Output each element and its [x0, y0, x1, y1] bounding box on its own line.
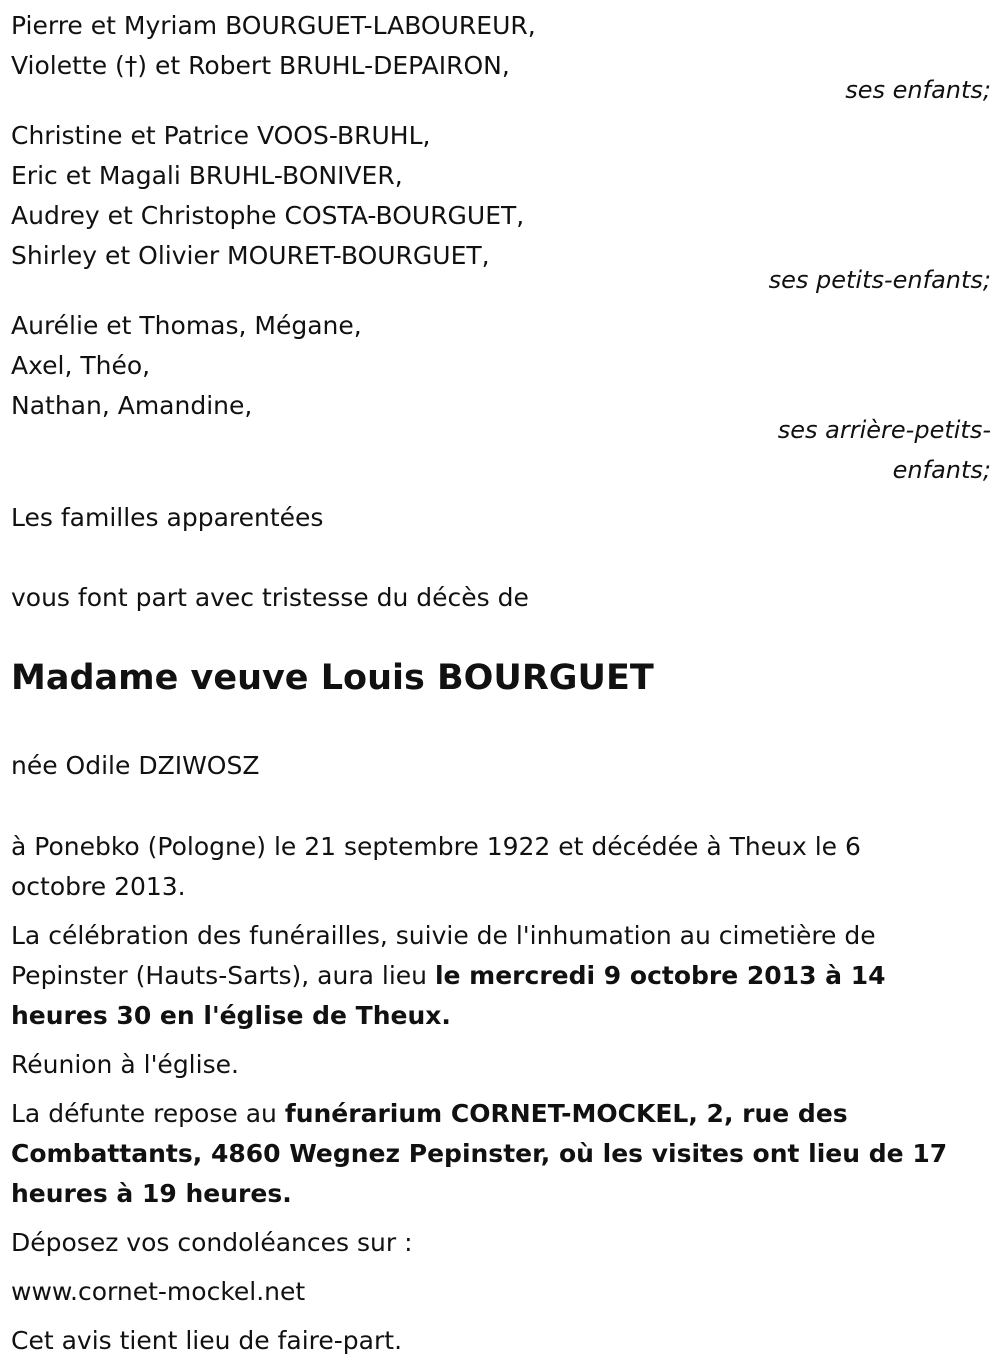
related-families: Les familles apparentées — [11, 503, 324, 532]
great-grandchildren-list — [11, 306, 991, 426]
funeral-home-name: funérarium CORNET-MOCKEL, 2, rue des — [284, 1099, 848, 1128]
ceremony-time-place-text: heures 30 en l'église de Theux. — [11, 1001, 451, 1030]
ceremony-line-2 — [11, 956, 991, 996]
funeral-home-line-2 — [11, 1134, 991, 1174]
deceased-name: Madame veuve Louis BOURGUET — [11, 658, 654, 698]
ceremony-date-text: le mercredi 9 octobre 2013 à 14 — [434, 961, 886, 990]
great-grandchild-names: Nathan, Amandine, — [11, 391, 253, 420]
birth-death-line-1: à Ponebko (Pologne) le 21 septembre 1922 et décédée à Theux le 6 — [11, 832, 861, 861]
grandchild-couple: Christine et Patrice VOOS-BRUHL, — [11, 121, 431, 150]
grandchild-couple: Shirley et Olivier MOURET-BOURGUET, — [11, 241, 490, 270]
great-grandchildren-role-line-2: enfants; — [892, 456, 991, 484]
funeral-home-paragraph — [11, 1094, 991, 1214]
obituary-notice — [11, 6, 991, 1361]
funeral-home-line-1 — [11, 1094, 991, 1134]
meeting-text: Réunion à l'église. — [11, 1050, 239, 1079]
condolences-text: Déposez vos condoléances sur : — [11, 1228, 413, 1257]
funeral-home-line-3 — [11, 1174, 991, 1214]
child-couple: Pierre et Myriam BOURGUET-LABOUREUR, — [11, 11, 536, 40]
children-role-label: ses enfants; — [845, 76, 991, 104]
birth-death-paragraph — [11, 827, 991, 907]
grandchildren-role-label: ses petits-enfants; — [768, 266, 991, 294]
birth-name: née Odile DZIWOSZ — [11, 751, 260, 780]
ceremony-line-1: La célébration des funérailles, suivie de l'inhumation au cimetière de — [11, 921, 876, 950]
great-grandchild-names: Axel, Théo, — [11, 351, 151, 380]
ceremony-paragraph — [11, 916, 991, 1036]
funeral-home-address: Combattants, 4860 Wegnez Pepinster, où les visites ont lieu de 17 — [11, 1139, 948, 1168]
closing-text: Cet avis tient lieu de faire-part. — [11, 1326, 403, 1355]
grandchild-couple: Eric et Magali BRUHL-BONIVER, — [11, 161, 403, 190]
great-grandchildren-role-line-1: ses arrière-petits- — [777, 416, 991, 444]
website-link[interactable]: www.cornet-mockel.net — [11, 1277, 306, 1306]
funeral-home-intro: La défunte repose au — [11, 1099, 285, 1128]
announcement-text: vous font part avec tristesse du décès de — [11, 583, 529, 612]
ceremony-line-3 — [11, 996, 991, 1036]
ceremony-location-text: Pepinster (Hauts-Sarts), aura lieu — [11, 961, 435, 990]
child-couple: Violette (†) et Robert BRUHL-DEPAIRON, — [11, 51, 510, 80]
great-grandchild-names: Aurélie et Thomas, Mégane, — [11, 311, 362, 340]
funeral-home-hours: heures à 19 heures. — [11, 1179, 292, 1208]
grandchild-couple: Audrey et Christophe COSTA-BOURGUET, — [11, 201, 525, 230]
birth-death-line-2: octobre 2013. — [11, 872, 186, 901]
grandchildren-list — [11, 116, 991, 276]
